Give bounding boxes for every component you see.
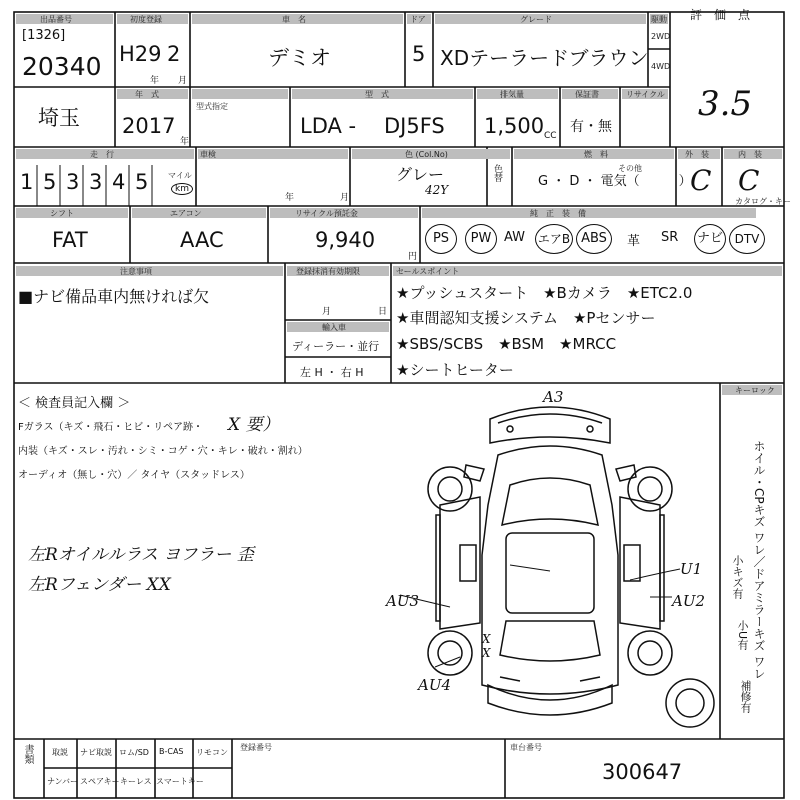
doc-item: 取説	[52, 748, 68, 757]
month-unit: 月	[178, 76, 188, 86]
model-code: DJ5FS	[384, 114, 445, 138]
first-reg-year: H29	[119, 42, 162, 66]
doc-item: スペアキー	[80, 777, 120, 786]
ac-label: エアコン	[170, 209, 202, 218]
damage-mark: A3	[543, 388, 564, 406]
fuel-label: 燃 料	[584, 150, 608, 159]
exterior-label: 外 装	[685, 150, 709, 159]
notes-label: 注意事項	[120, 267, 152, 276]
eval-label: 評 価 点	[690, 8, 751, 22]
exterior-score: C	[690, 164, 712, 197]
label-bar	[422, 208, 756, 218]
grade-label: グレード	[520, 15, 552, 24]
prev-reg-label: 型式指定	[196, 102, 228, 111]
region: 埼玉	[38, 106, 80, 130]
doc-item: B-CAS	[159, 747, 184, 756]
inspection-year: 年	[285, 193, 295, 203]
dealer-type: ディーラー・並行	[292, 340, 380, 353]
frame-number: 300647	[602, 760, 683, 784]
wheel-mirror-checks: ホイル・CPキズ ワレ／ドアミラーキズ ワレ	[752, 440, 766, 680]
frame-number-label: 車台番号	[510, 743, 542, 752]
equip-aw: AW	[504, 230, 526, 245]
grade: XDテーラードブラウン	[440, 46, 649, 70]
cc-label: 排気量	[500, 90, 524, 99]
inspector-note: 左Rオイルルラス ヨフラー 歪	[28, 545, 254, 565]
inspector-line-audio: オーディオ（無し・穴）／ タイヤ（スタッドレス）	[18, 470, 250, 481]
km-unit: km	[171, 183, 193, 195]
mileage-digit: 4	[112, 170, 126, 194]
label-bar	[192, 89, 288, 99]
cc-unit: CC	[544, 131, 557, 141]
damage-mark: U1	[680, 560, 703, 578]
interior-label: 内 装	[738, 150, 762, 159]
sales-point: ★シートヒーター	[396, 361, 514, 379]
equipment-label: 純 正 装 備	[530, 209, 586, 218]
mileage	[14, 170, 152, 198]
first-reg-month: 2	[167, 42, 181, 66]
equip-abs: ABS	[576, 224, 612, 254]
drive-4wd: 4WD	[651, 62, 671, 71]
shift: FAT	[52, 228, 88, 252]
damage-mark: AU2	[672, 592, 706, 610]
doors: 5	[412, 42, 426, 66]
doc-item: スマートキー	[156, 777, 204, 786]
interior-score: C	[738, 164, 760, 197]
inspection-label: 車検	[200, 150, 216, 159]
sales-points-label: セールスポイント	[396, 267, 460, 276]
equip-dtv: DTV	[729, 224, 765, 254]
damage-mark: AU3	[386, 592, 420, 610]
registration-number-label: 登録番号	[240, 743, 272, 752]
equip-navi: ナビ	[694, 224, 726, 254]
lot-label: 出品番号	[40, 15, 72, 24]
documents-label: 書類	[22, 744, 33, 764]
doc-item: リモコン	[196, 748, 228, 757]
doc-item: ロム/SD	[119, 748, 149, 757]
inspector-glass-hand: X 要）	[228, 415, 280, 435]
displacement: 1,500	[484, 114, 545, 138]
side-note: 補修有	[739, 680, 752, 713]
inspection-month: 月	[340, 193, 350, 203]
color: グレー	[396, 165, 445, 184]
doc-item: キーレス	[120, 777, 152, 786]
mileage-digit: 3	[66, 170, 80, 194]
recycle-label: リサイクル預託金	[295, 209, 358, 218]
damage-mark: AU4	[418, 676, 452, 694]
mileage-digit: 5	[135, 170, 149, 194]
damage-mark: X	[482, 646, 491, 660]
side-note: 小キズ有	[731, 555, 744, 599]
mileage-label: 走 行	[90, 150, 114, 159]
model-year-label: 年 式	[135, 90, 159, 99]
lot-number: 20340	[22, 52, 102, 81]
mile-unit: マイル	[168, 171, 192, 180]
fuel: G ・ D ・ 電気（ ）	[538, 174, 692, 189]
inspector-note: 左Rフェンダー XX	[28, 575, 171, 595]
drive-label: 駆動	[651, 15, 667, 24]
damage-mark: X	[482, 632, 491, 646]
type-label: 型 式	[365, 90, 389, 99]
color-code: 42Y	[425, 183, 449, 197]
notes-text: ■ナビ備品車内無ければ欠	[18, 287, 210, 306]
equip-ps: PS	[425, 224, 457, 254]
equip-leather: 革	[627, 234, 641, 249]
sales-point: ★車間認知支援システム ★Pセンサー	[396, 309, 656, 327]
model-prefix: LDA -	[300, 114, 357, 138]
equip-pw: PW	[465, 224, 497, 254]
recall-label: リサイクル	[626, 90, 665, 99]
registration-label: 登録抹消有効期限	[296, 267, 360, 276]
yen-unit: 円	[408, 252, 418, 262]
equip-airbag: エアB	[535, 224, 573, 254]
drive-2wd: 2WD	[651, 32, 671, 41]
car-name: デミオ	[268, 46, 331, 70]
inspector-line-glass: Fガラス（キズ・飛石・ヒビ・リペア跡・	[18, 422, 204, 433]
catalog-label: カタログ・キー	[735, 197, 791, 206]
air-conditioner: AAC	[180, 228, 224, 252]
warranty: 有・無	[570, 119, 612, 135]
doc-item: ナンバー	[47, 777, 79, 786]
doc-item: ナビ取説	[80, 748, 112, 757]
lot-bracket: [1326]	[22, 28, 66, 43]
mileage-digit: 3	[89, 170, 103, 194]
registration-day: 日	[378, 307, 388, 317]
doors-label: ドア	[410, 15, 426, 24]
year-unit: 年	[150, 76, 160, 86]
import-label: 輸入車	[322, 323, 346, 332]
color-label: 色 (Col.No)	[405, 150, 448, 159]
fuel-other: その他	[618, 164, 642, 173]
model-year-unit: 年	[180, 137, 190, 147]
sales-point: ★プッシュスタート ★Bカメラ ★ETC2.0	[396, 284, 693, 302]
key-lock-label: キーロック	[735, 386, 775, 395]
car-name-label: 車 名	[282, 15, 306, 24]
registration-month: 月	[322, 307, 332, 317]
side-note: 小U有	[736, 620, 749, 651]
first-reg-label: 初度登録	[130, 15, 162, 24]
inspector-line-interior: 内装（キズ・スレ・汚れ・シミ・コゲ・穴・キレ・破れ・割れ）	[18, 446, 308, 457]
warranty-label: 保証書	[575, 90, 599, 99]
sales-point: ★SBS/SCBS ★BSM ★MRCC	[396, 335, 617, 353]
equip-sunroof: SR	[661, 230, 679, 245]
eval-score: 3.5	[698, 84, 753, 124]
label-bar	[198, 149, 348, 159]
model-year: 2017	[122, 114, 176, 138]
mileage-digit: 5	[43, 170, 57, 194]
shift-label: シフト	[50, 209, 74, 218]
mileage-digit: 1	[20, 170, 34, 194]
inspector-label: ＜ 検査員記入欄 ＞	[18, 396, 131, 411]
recycle-fee: 9,940	[315, 228, 376, 252]
color-change: 色替	[492, 164, 502, 182]
handle-side: 左 H ・ 右 H	[300, 366, 364, 379]
